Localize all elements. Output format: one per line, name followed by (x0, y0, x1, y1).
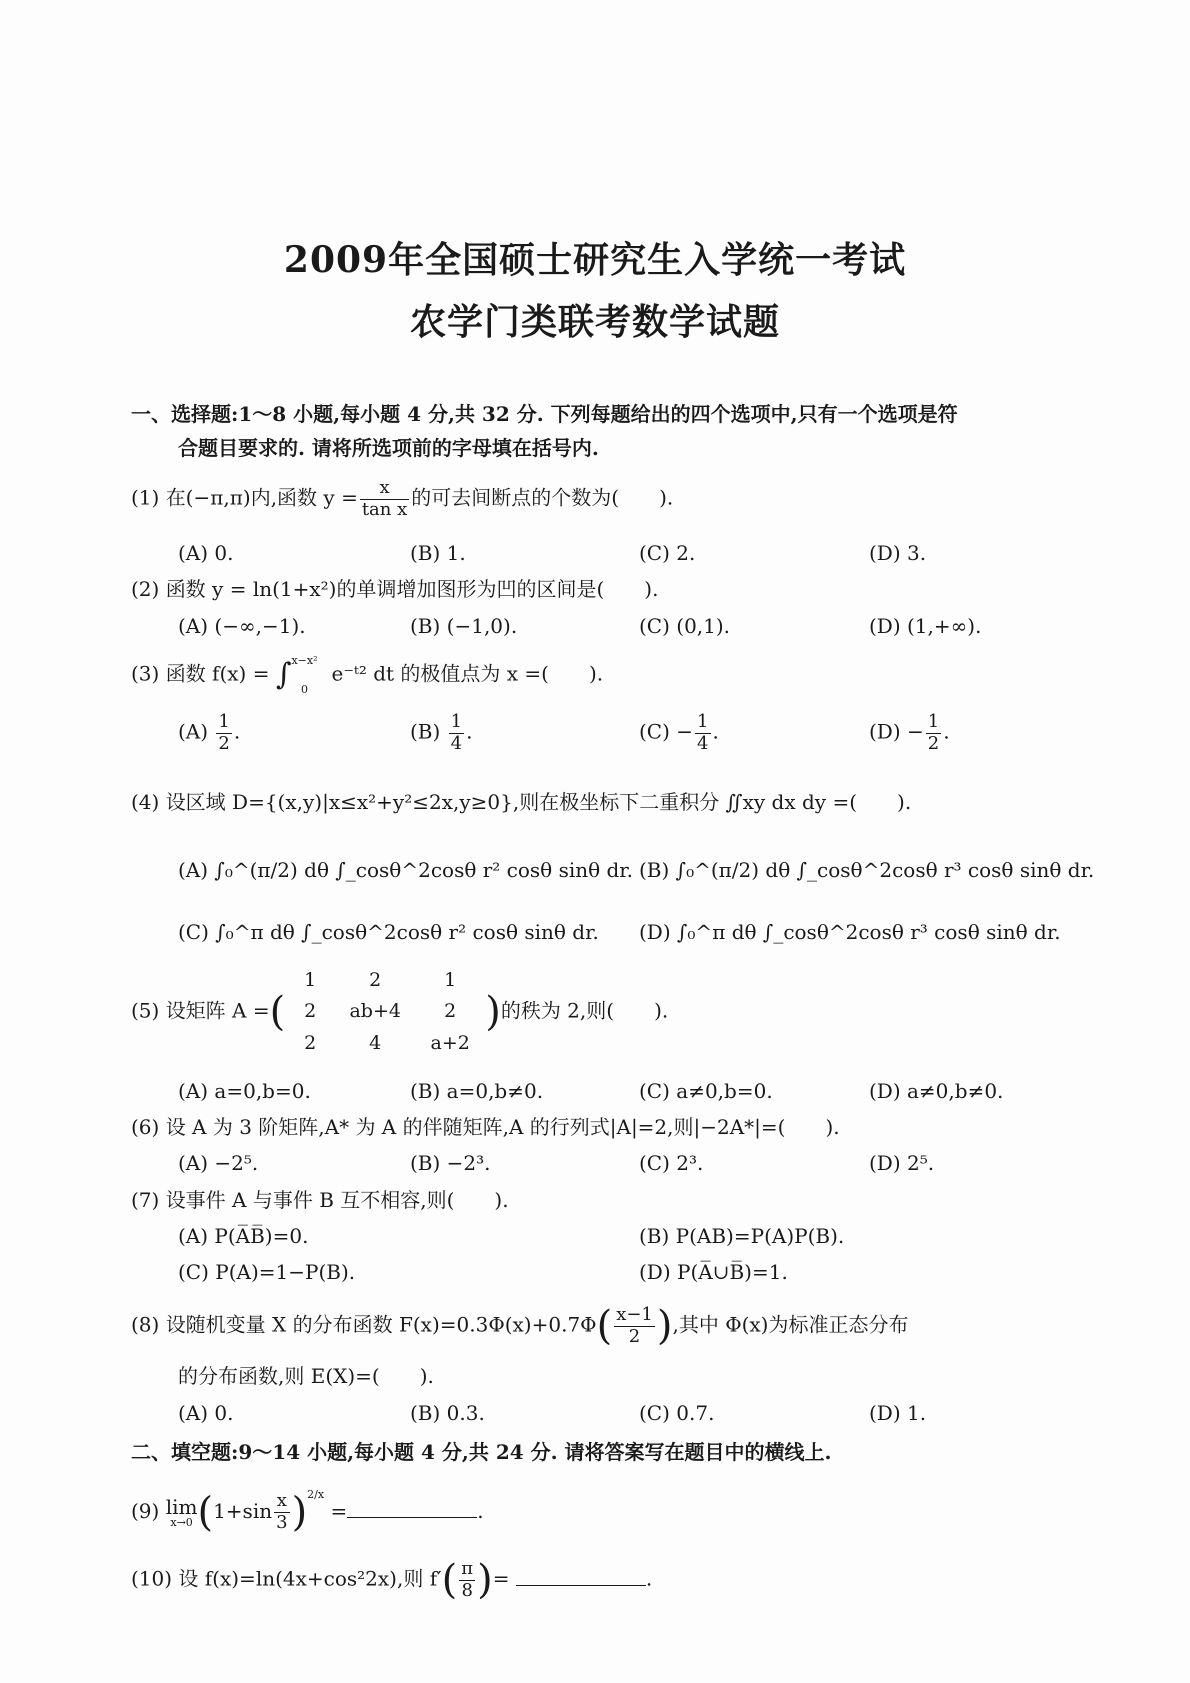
question-2: (2) 函数 y = ln(1+x²)的单调增加图形为凹的区间是( ). (131, 577, 659, 601)
q3-option-d: (D) − $\frac{1}{2}$ . (869, 711, 950, 754)
math-text: 1 (450, 711, 463, 732)
math-text: (B) (410, 719, 441, 744)
math-symbol: ( (441, 1557, 458, 1603)
math-text: 2 (628, 1325, 641, 1347)
math-symbol: ( (596, 1303, 613, 1349)
math-symbol: ) (291, 1489, 308, 1536)
title-line2: 农学门类联考数学试题 (409, 301, 780, 343)
question-10: (10) 设 f(x)=ln(4x+cos²2x),则 f′( $\frac{\pi}{8}$ )= . (131, 1557, 653, 1603)
q1-text: (1) 在(−π,π)内,函数 y = (131, 485, 358, 510)
q4-option-a: (A) ∫₀^(π/2) dθ ∫_cosθ^2cosθ r² cosθ sinθ dr. (178, 858, 634, 882)
math-text: 1 (927, 711, 940, 732)
question-8 (131, 1302, 908, 1350)
question-1 (131, 478, 673, 520)
math-text: 3 (276, 1512, 288, 1533)
q1-option-b: (B) 1. (410, 541, 466, 565)
q2-option-d: (D) (1,+∞). (869, 614, 982, 638)
math-text: = (330, 1499, 348, 1523)
q6-option-d: (D) 2⁵. (869, 1151, 935, 1175)
math-symbol (926, 712, 941, 754)
q1-option-a: (A) 0. (178, 541, 234, 565)
q3-option-c: (C) − $\frac{1}{4}$ . (639, 711, 719, 754)
q6-option-a: (A) −2⁵. (178, 1151, 259, 1175)
math-symbol: ( (197, 1489, 214, 1536)
math-text: = (492, 1566, 510, 1591)
q1-option-d: (D) 3. (869, 541, 927, 565)
math-text: π (461, 1557, 474, 1579)
math-text: 8 (461, 1579, 473, 1601)
math-text: 2 (927, 732, 940, 754)
q3-option-a: (A) $\frac{1}{2}$ . (178, 711, 241, 754)
math-text: lim (165, 1495, 198, 1519)
q1-text-end: 的可去间断点的个数为( ). (411, 485, 674, 510)
q3-option-b: (B) $\frac{1}{4}$ . (410, 711, 473, 754)
q6-option-c: (C) 2³. (639, 1151, 704, 1175)
question-4: (4) 设区域 D={(x,y)|x≤x²+y²≤2x,y≥0},则在极坐标下二重积分 ∬xy dx dy =( ). (131, 790, 912, 814)
math-text: 2 (218, 732, 230, 754)
math-text: 4 (697, 732, 709, 754)
math-symbol (459, 1559, 475, 1601)
answer-blank[interactable] (347, 1499, 477, 1518)
math-symbol (274, 1491, 289, 1533)
math-text: ab+4 (349, 1000, 401, 1023)
math-text: − (676, 719, 694, 744)
math-text: x (274, 1491, 289, 1513)
q8-option-a: (A) 0. (178, 1401, 234, 1425)
math-text: 1 (444, 969, 457, 991)
q3-text: (3) 函数 f(x) = (131, 661, 270, 686)
math-text: 1 (304, 969, 317, 991)
math-text: a+2 (430, 1031, 470, 1054)
lower-limit: 0 (300, 683, 308, 696)
q2-option-c: (C) (0,1). (639, 614, 731, 638)
answer-blank[interactable] (516, 1567, 646, 1586)
denominator: tan x (361, 498, 408, 520)
q5-option-c: (C) a≠0,b=0. (639, 1079, 773, 1103)
matrix-a (285, 965, 485, 1059)
q4-option-b: (B) ∫₀^(π/2) dθ ∫_cosθ^2cosθ r³ cosθ sinθ dr. (639, 858, 1095, 882)
question-6: (6) 设 A 为 3 阶矩阵,A* 为 A 的伴随矩阵,A 的行列式|A|=2,则|−2A*|=( ). (131, 1115, 840, 1139)
math-text: 1 (697, 711, 709, 732)
q5-text-end: 的秩为 2,则( ). (500, 998, 669, 1023)
fraction (360, 478, 409, 520)
math-text: 4 (450, 732, 463, 754)
question-3 (131, 655, 603, 695)
q6-option-b: (B) −2³. (410, 1151, 491, 1175)
math-text: 2 (444, 1000, 457, 1023)
q8-option-b: (B) 0.3. (410, 1401, 485, 1425)
math-text: (C) (639, 719, 670, 744)
q7-option-d: (D) P(A̅∪B̅)=1. (639, 1260, 788, 1284)
q5-option-a: (A) a=0,b=0. (178, 1079, 311, 1103)
q2-option-a: (A) (−∞,−1). (178, 614, 306, 638)
question-7: (7) 设事件 A 与事件 B 互不相容,则( ). (131, 1188, 509, 1212)
q3-text-end: e⁻ᵗ² dt 的极值点为 x =( ). (331, 661, 604, 686)
math-symbol (449, 712, 464, 754)
title-line1: 2009年全国硕士研究生入学统一考试 (283, 239, 907, 281)
math-symbol (695, 712, 710, 754)
math-text: 4 (369, 1031, 382, 1054)
math-symbol: ( (269, 989, 286, 1036)
q8-text-end: ,其中 Φ(x)为标准正态分布 (672, 1312, 909, 1337)
math-symbol: ) (656, 1303, 673, 1349)
math-text: 2 (304, 1031, 317, 1054)
math-text: (A) (178, 719, 209, 744)
math-text: 1 (218, 711, 230, 732)
q8-option-d: (D) 1. (869, 1401, 927, 1425)
section1-heading: 一、选择题:1～8 小题,每小题 4 分,共 32 分. 下列每题给出的四个选项中,只有一个选项是符 (131, 402, 958, 426)
math-text: (10) 设 f(x)=ln(4x+cos²2x),则 f′ (131, 1566, 442, 1591)
math-symbol: ) (485, 989, 501, 1036)
question-8-cont: 的分布函数,则 E(X)=( ). (178, 1364, 434, 1388)
q7-option-c: (C) P(A)=1−P(B). (178, 1260, 356, 1284)
q8-option-c: (C) 0.7. (639, 1401, 715, 1425)
q7-option-b: (B) P(AB)=P(A)P(B). (639, 1224, 845, 1248)
math-symbol (216, 712, 231, 754)
math-text: (D) (869, 719, 901, 744)
q1-option-c: (C) 2. (639, 541, 696, 565)
math-text: 2/x (307, 1488, 325, 1501)
integral-sign: ∫ (275, 657, 292, 692)
math-symbol (614, 1305, 655, 1347)
q5-option-b: (B) a=0,b≠0. (410, 1079, 544, 1103)
math-text: x→0 (170, 1516, 193, 1529)
q4-option-c: (C) ∫₀^π dθ ∫_cosθ^2cosθ r² cosθ sinθ dr. (178, 920, 599, 944)
question-5 (131, 965, 668, 1059)
section2-heading: 二、填空题:9～14 小题,每小题 4 分,共 24 分. 请将答案写在题目中的横线上. (131, 1440, 832, 1464)
math-text: 1+sin (213, 1499, 273, 1523)
q5-option-d: (D) a≠0,b≠0. (869, 1079, 1004, 1103)
math-text: 2 (304, 1000, 317, 1023)
math-text: x−1 (616, 1303, 653, 1325)
math-text: 2 (369, 969, 382, 991)
upper-limit: x−x² (291, 654, 318, 667)
q4-option-d: (D) ∫₀^π dθ ∫_cosθ^2cosθ r³ cosθ sinθ dr. (639, 920, 1061, 944)
math-symbol (166, 1497, 198, 1528)
math-text: (9) (131, 1499, 160, 1523)
q2-option-b: (B) (−1,0). (410, 614, 518, 638)
math-symbol: ) (477, 1557, 493, 1603)
numerator: x (360, 478, 409, 500)
question-9: (9) lim x→0 (1+sin $\frac{x}{3}$ )$^{2/x}$ = . (131, 1488, 484, 1536)
section1-heading-cont: 合题目要求的. 请将所选项前的字母填在括号内. (178, 436, 599, 460)
q5-text: (5) 设矩阵 A = (131, 998, 270, 1023)
math-symbol (291, 655, 317, 695)
math-text: − (907, 719, 924, 744)
q7-option-a: (A) P(A̅B̅)=0. (178, 1224, 309, 1248)
q8-text: (8) 设随机变量 X 的分布函数 F(x)=0.3Φ(x)+0.7Φ (131, 1312, 597, 1337)
